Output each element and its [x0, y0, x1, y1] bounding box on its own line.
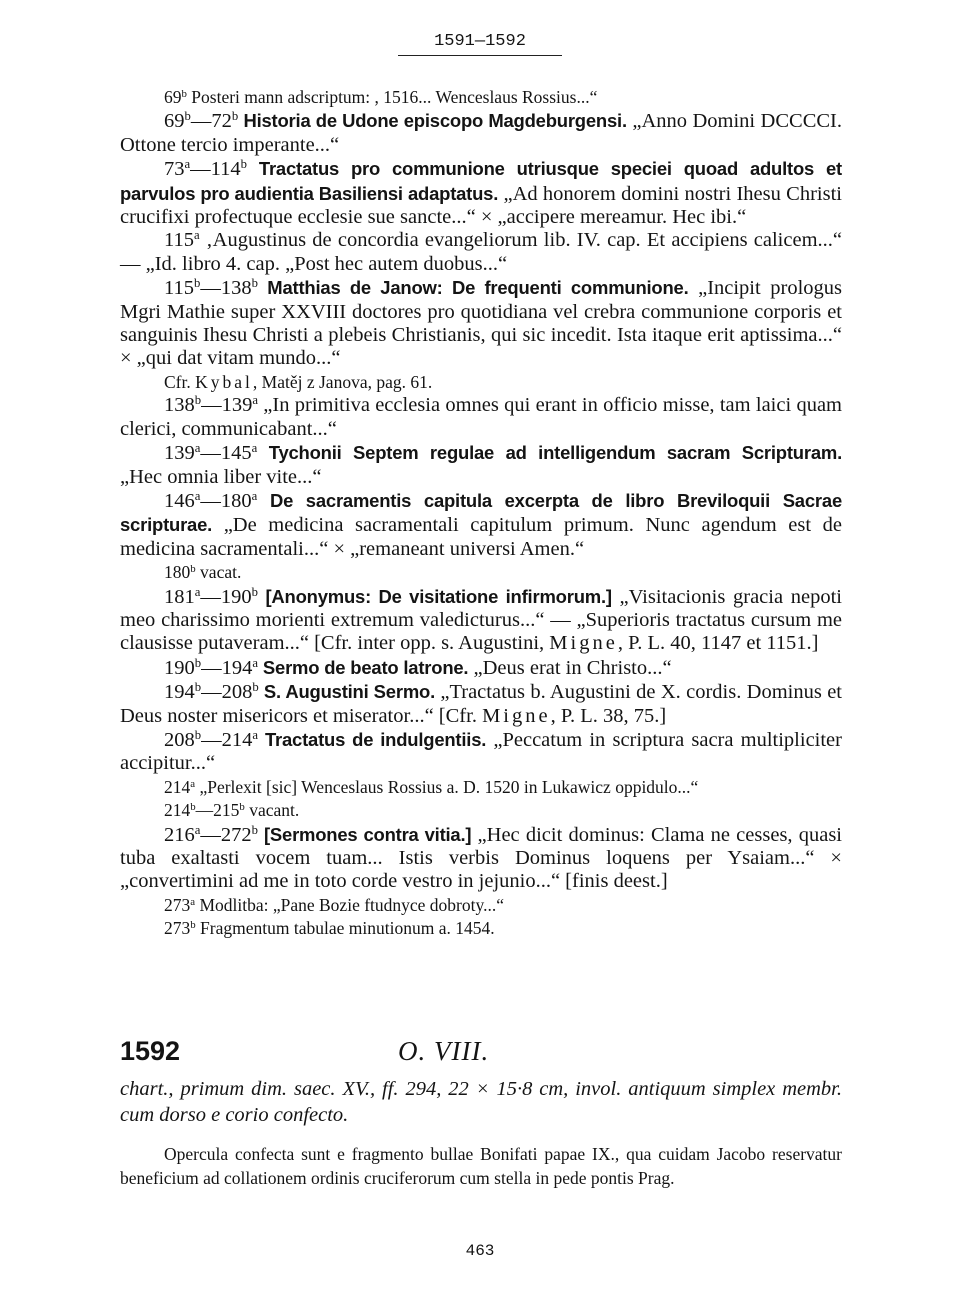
entry-title: Tractatus de indulgentiis.: [258, 728, 487, 750]
folio-ref: 180$^b$: [164, 562, 196, 583]
page-number: 463: [465, 1242, 495, 1260]
folio-ref: 139$^a$—145$^a$: [164, 441, 258, 465]
record-note: Opercula confecta sunt e fragmento bullae Bonifati papae IX., qua cuidam Jacobo reservatur beneficium ad collationem ordinis cruciferorum cum stella in pede pontis Prag.: [120, 1144, 842, 1188]
entry-text: „Deus erat in Christo...“: [468, 656, 672, 679]
entry-title: Sermo de beato latrone.: [258, 656, 469, 678]
entry-title: Historia de Udone episcopo Magdeburgensi.: [238, 110, 627, 132]
entry-text: Posteri mann adscriptum: , 1516... Wenceslaus Rossius...“: [186, 87, 598, 107]
entry-title: S. Augustini Sermo.: [258, 681, 435, 703]
record-shelfmark: O. VIII.: [398, 1036, 490, 1066]
folio-ref: 214$^b$—215$^b$: [164, 800, 245, 821]
folio-ref: 273$^b$: [164, 918, 196, 939]
entry-title: De sacramentis capitula excerpta de libro Breviloquii Sacrae scripturae.: [120, 489, 842, 536]
record-description: chart., primum dim. saec. XV., ff. 294, 22 × 15·8 cm, invol. antiquum simplex membr. cum dorso e corio confecto.: [120, 1078, 842, 1126]
entry-180b: 180$^b$ vacat.: [164, 562, 242, 583]
entry-69b-72b: [120, 109, 842, 157]
entry-208b-214a: [120, 728, 842, 776]
entry-181a-190b: 181$^a$—190$^b$ [Anonymus: De visitatione infirmorum.] „Visitacionis gracia nepoti meo charissimo morienti extremum valedicturus...“ — „Superioris tractatus cursum me clausisse putaveram...“ [Cfr. inter opp. s. Augustini, Migne, P. L. 40, 1147 et 1151.]: [120, 584, 842, 655]
entry-title: Matthias de Janow: De frequenti communione.: [257, 277, 689, 299]
entry-69b: [120, 86, 842, 109]
folio-ref: 273$^a$: [164, 894, 196, 915]
entry-139a-145a: [120, 441, 842, 489]
entry-190b-194a: [120, 656, 842, 680]
entry-text: „Hec omnia liber vite...“: [120, 465, 322, 488]
folio-ref: 73$^a$—114$^b$: [164, 157, 247, 181]
entries-column: [120, 86, 842, 941]
entry-216a-272b: [120, 823, 842, 894]
folio-ref: 69$^b$: [164, 87, 187, 107]
entry-text: „Tractatus b. Augustini de X. cordis. Dominus et Deus noster misericors et miserator...“ [Cfr.: [120, 681, 842, 727]
entry-115a: [120, 229, 842, 276]
folio-ref: 146$^a$—180$^a$: [164, 488, 258, 512]
entry-text: „Anno Domini DCCCCI. Ottone tercio imperante...“: [120, 110, 842, 156]
entry-146a-180a: [120, 489, 842, 561]
entry-text: ‚Augustinus de concordia evangeliorum lib. IV. cap. Et accipiens calicem...“ — „Id. libro 4. cap. „Post hec autem duobus...“: [120, 229, 842, 275]
entry-title: [Anonymus: De visitatione infirmorum.]: [258, 585, 612, 607]
folio-ref: 214$^a$: [164, 776, 196, 797]
entry-text: „Visitacionis gracia nepoti meo charissimo morienti extremum valedicturus...“ — „Superioris tractatus cursum me clausisse putaveram...“ [Cfr. inter opp. s. Augustini,: [120, 585, 842, 655]
folio-ref: 194$^b$—208$^b$: [164, 680, 259, 704]
folio-ref: 115$^a$: [164, 228, 200, 252]
entry-title: [Sermones contra vitia.]: [258, 823, 472, 845]
folio-ref: 216$^a$—272$^b$: [164, 822, 258, 846]
entry-214a: [120, 776, 842, 799]
cited-author: Kybal: [195, 371, 253, 392]
folio-ref: 138$^b$—139$^a$: [164, 393, 258, 417]
entry-text: „De medicina sacramentali capitulum primum. Nunc agendum est de medicina sacramentali...“ × „remaneant universi Amen.“: [120, 514, 842, 560]
entry-text: Modlitba: „Pane Bozie ftudnyce dobroty...“: [195, 894, 505, 915]
entry-273b: [120, 917, 842, 940]
entry-title: Tychonii Septem regulae ad intelligendum sacram Scripturam.: [257, 442, 842, 464]
entry-text: „In primitiva ecclesia omnes qui erant in officio misse, tam laici quam clerici, communicabant...“: [120, 394, 842, 440]
cfr-note: Cfr. Kybal, Matěj z Janova, pag. 61.: [164, 371, 433, 392]
running-head: 1591—1592: [398, 32, 562, 56]
entry-text: „Hec dicit dominus: Clama ne cesses, quasi tuba exaltasti vocem tuam... Istis verbis Dominus loquens per Ysaiam...“ × „convertimini ad me in toto corde vestro in jejunio...“ [finis deest.]: [120, 823, 843, 893]
folio-ref: 208$^b$—214$^a$: [164, 727, 258, 751]
cited-author: Migne: [482, 704, 551, 727]
entry-text: „Peccatum in scriptura sacra multipliciter accipitur...“: [120, 728, 842, 775]
entry-text: „Incipit prologus Mgri Mathie super XXVIII doctores pro quotidiana vel crebra communione corporis et sanguinis Ihesu Christi a plebeis Christianis, qui sic incedit. Ista itaque erit aptissima...“ × „qui dat vitam mundo...“: [120, 277, 842, 370]
entry-text: Fragmentum tabulae minutionum a. 1454.: [195, 918, 495, 939]
entry-115b-138b: [120, 276, 842, 371]
record-heading: [120, 1036, 842, 1070]
folio-ref: 181$^a$—190$^b$: [164, 584, 258, 608]
entry-title: Tractatus pro communione utriusque speciei quoad adultos et parvulos pro audientia Basiliensi adaptatus.: [120, 158, 842, 204]
entry-138b-139a: [120, 394, 842, 441]
entry-194b-208b: 194$^b$—208$^b$ S. Augustini Sermo. „Tractatus b. Augustini de X. cordis. Dominus et Deus noster misericors et miserator...“ [Cfr. Migne, P. L. 38, 75.]: [120, 680, 842, 727]
entry-text: „Ad honorem domini nostri Ihesu Christi crucifixi profectuque ecclesie sue sancte...“ × „accipere mereamur. Hec ibi.“: [120, 182, 842, 229]
folio-ref: 115$^b$—138$^b$: [164, 276, 258, 300]
record-number: 1592: [120, 1036, 181, 1066]
entry-214b-215b: 214$^b$—215$^b$ vacant.: [164, 800, 300, 821]
cited-author: Migne: [549, 632, 618, 655]
folio-ref: 69$^b$—72$^b$: [164, 109, 239, 133]
folio-ref: 190$^b$—194$^a$: [164, 655, 258, 679]
entry-text: „Perlexit [sic] Wenceslaus Rossius a. D. 1520 in Lukawicz oppidulo...“: [195, 776, 699, 797]
entry-73a-114b: [120, 157, 842, 229]
entry-273a: [120, 894, 842, 917]
